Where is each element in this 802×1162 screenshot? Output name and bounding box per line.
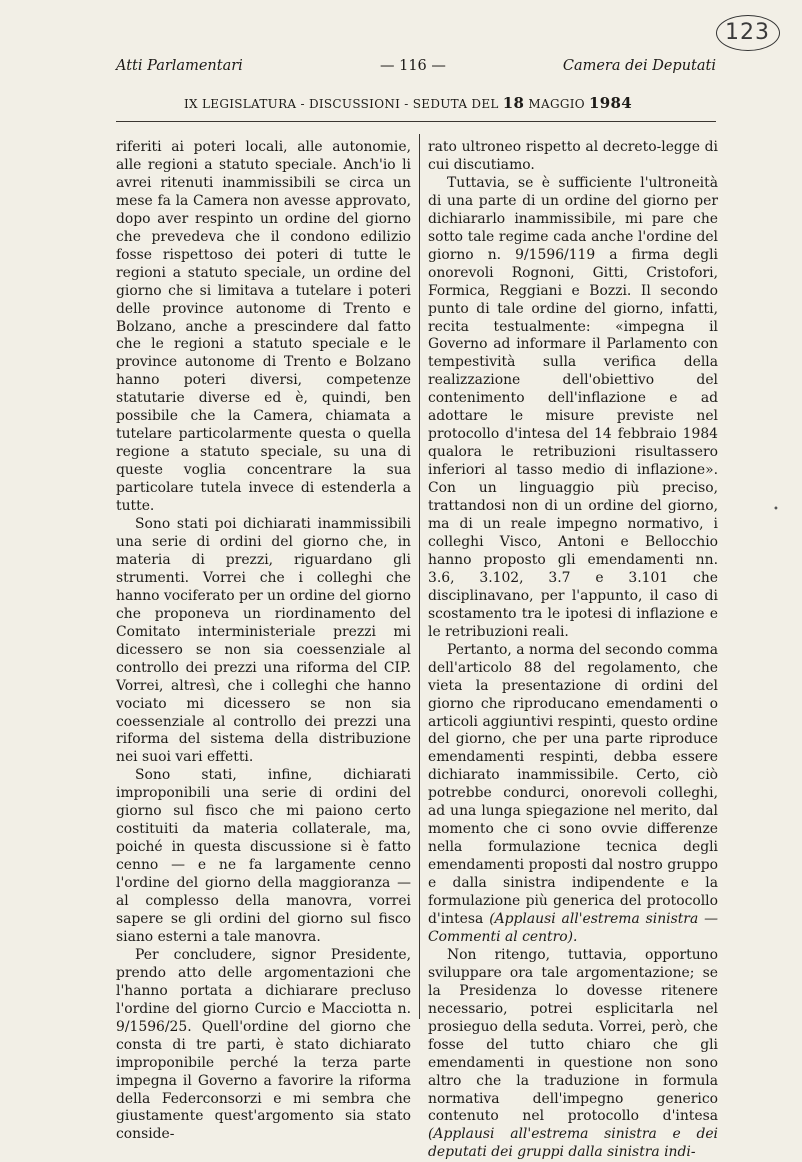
stray-mark: • <box>773 504 779 515</box>
page-number: — 116 — <box>380 58 446 74</box>
paragraph: Sono stati, infine, dichiarati improponibili una serie di ordini del giorno sul fisco che mi paiono certo costituiti da materia collaterale, ma, poiché in questa discussione si è fatto cenno — e ne fa largamente cenno l'ordine del giorno della maggioranza — al complesso della manovra, vorrei sapere se gli ordini del giorno sul fisco siano esterni a tale manovra. <box>116 767 411 945</box>
applause-note: (Applausi all'estrema sinistra — Commenti al centro). <box>428 910 718 945</box>
paragraph <box>428 642 718 947</box>
session-year: 1984 <box>589 94 632 112</box>
header-chamber: Camera dei Deputati <box>562 58 716 74</box>
paragraph-text: Non ritengo, tuttavia, opportuno sviluppare ora tale argomentazione; se la Presidenza lo dovesse ritenere necessario, potrei esplicitarla nel prosieguo della seduta. Vorrei, però, che fosse del tutto chiaro che gli emendamenti in questione non sono altro che la traduzione in formula normativa dell'impegno generico contenuto nel protocollo d'intesa <box>428 946 718 1125</box>
handwritten-page-stamp <box>716 15 782 53</box>
header-rule <box>116 121 716 122</box>
column-divider <box>419 134 420 1019</box>
paragraph: Sono stati poi dichiarati inammissibili una serie di ordini del giorno che, in materia di prezzi, riguardano gli strumenti. Vorrei che i colleghi che hanno vociferato per un ordine del giorno che proponeva un riordinamento del Comitato interministeriale prezzi mi dicessero se non sia coessenziale al controllo dei prezzi una riforma del CIP. Vorrei, altresì, che i colleghi che hanno vociato mi dicessero se non sia coessenziale al controllo dei prezzi una riforma del sistema della distribuzione nei suoi vari effetti. <box>116 516 411 766</box>
session-day: 18 <box>502 94 525 112</box>
paragraph: rato ultroneo rispetto al decreto-legge di cui discutiamo. <box>428 139 718 173</box>
paragraph: riferiti ai poteri locali, alle autonomie, alle regioni a statuto speciale. Anch'io li avrei ritenuti inammissibili se circa un mese fa la Camera non avesse approvato, dopo aver respinto un ordine del giorno che prevedeva che il condono edilizio fosse rispettoso dei poteri di tutte le regioni a statuto speciale, un ordine del giorno che si limitava a tutelare i poteri delle province autonome di Trento e Bolzano, anche a prescindere dal fatto che le regioni a statuto speciale e le province autonome di Trento e Bolzano hanno poteri diversi, competenze statutarie diverse ed è, quindi, ben possibile che la Camera, chiamata a tutelare particolarmente questa o quella regione a statuto speciale, su una di queste voglia concentrare la sua particolare tutela invece di estenderla a tutte. <box>116 139 411 515</box>
stamp-number: 123 <box>725 20 770 45</box>
right-column <box>428 139 718 1162</box>
left-column <box>116 139 411 1144</box>
paragraph <box>428 947 718 1162</box>
applause-note: (Applausi all'estrema sinistra e dei deputati dei gruppi dalla sinistra indi- <box>428 1126 718 1161</box>
session-month: MAGGIO <box>528 97 585 111</box>
session-label: IX LEGISLATURA - DISCUSSIONI - SEDUTA DEL <box>184 97 499 111</box>
session-subheader <box>0 94 802 112</box>
paragraph: Per concludere, signor Presidente, prendo atto delle argomentazioni che l'hanno portata a dichiarare precluso l'ordine del giorno Curcio e Macciotta n. 9/1596/25. Quell'ordine del giorno che consta di tre parti, è stato dichiarato improponibile perché la terza parte impegna il Governo a favorire la riforma della Federconsorzi e mi sembra che giustamente quest'argomento sia stato conside- <box>116 946 411 1143</box>
paragraph-text: Pertanto, a norma del secondo comma dell'articolo 88 del regolamento, che vieta la presentazione di ordini del giorno che riproducano emendamenti o articoli aggiuntivi respinti, questo ordine del giorno, che per una parte riproduce emendamenti respinti, debba essere dichiarato inammissibile. Certo, ciò potrebbe condurci, onorevoli colleghi, ad una lunga spiegazione nel merito, dal momento che ci sono ovvie differenze nella formulazione tecnica degli emendamenti proposti dal nostro gruppo e dalla sinistra indipendente e la formulazione più generica del protocollo d'intesa <box>428 641 718 927</box>
paragraph: Tuttavia, se è sufficiente l'ultroneità di una parte di un ordine del giorno per dichiararlo inammissibile, mi pare che sotto tale regime cada anche l'ordine del giorno n. 9/1596/119 a firma degli onorevoli Rognoni, Gitti, Cristofori, Formica, Reggiani e Bozzi. Il secondo punto di tale ordine del giorno, infatti, recita testualmente: «impegna il Governo ad informare il Parlamento con tempestività sulla verifica della realizzazione dell'obiettivo del contenimento dell'inflazione e ad adottare le misure previste nel protocollo d'intesa del 14 febbraio 1984 qualora le retribuzioni risultassero inferiori al tasso medio di inflazione». Con un linguaggio più preciso, trattandosi non di un ordine del giorno, ma di un reale impegno normativo, i colleghi Visco, Antoni e Bellocchio hanno proposto gli emendamenti nn. 3.6, 3.102, 3.7 e 3.101 che disciplinavano, per l'appunto, il caso di scostamento tra le ipotesi di inflazione e le retribuzioni reali. <box>428 174 718 640</box>
header-publication: Atti Parlamentari <box>116 58 243 74</box>
